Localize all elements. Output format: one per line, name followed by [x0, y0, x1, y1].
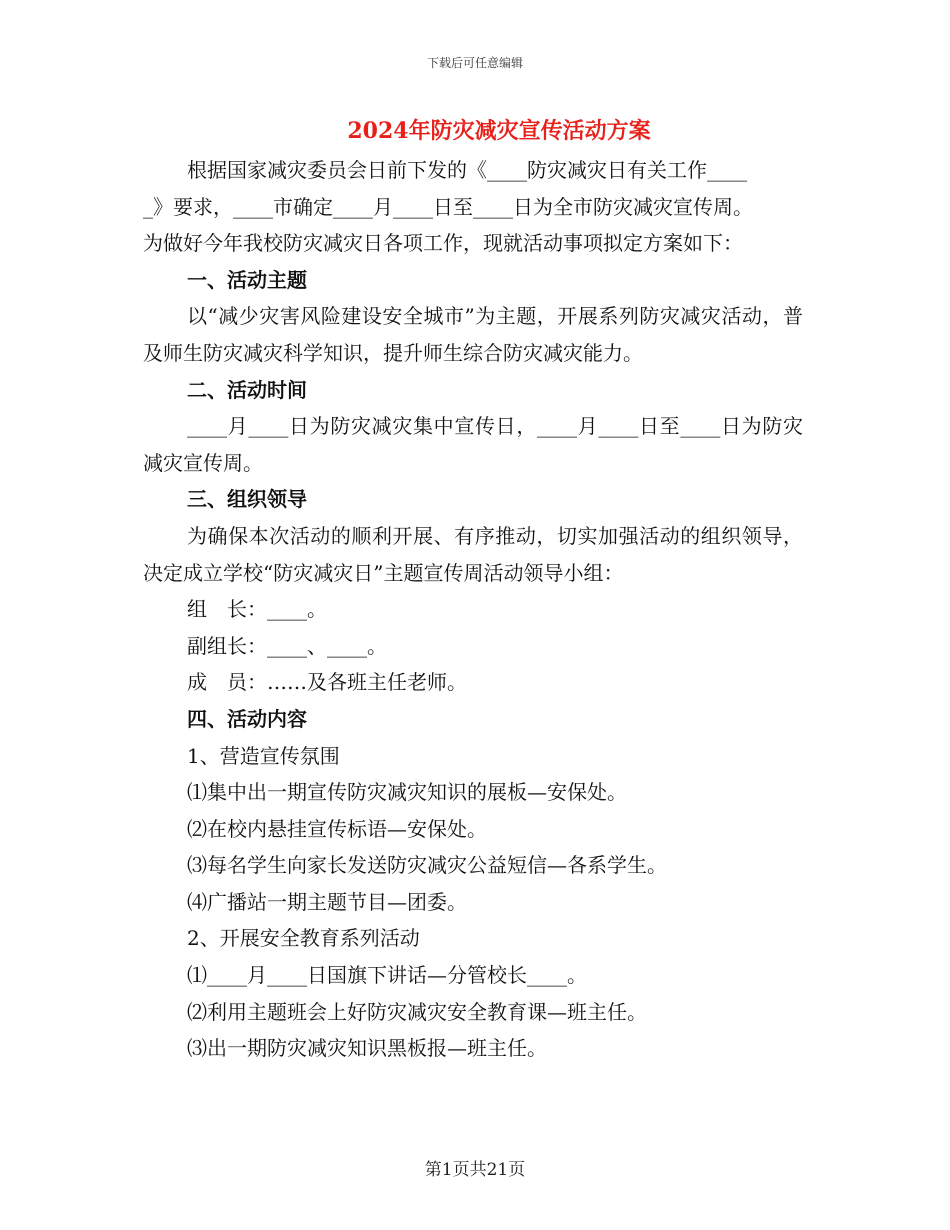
intro-line-3: 为做好今年我校防灾减灾日各项工作，现就活动事项拟定方案如下：	[143, 231, 743, 256]
list-item: ⑴集中出一期宣传防灾减灾知识的展板—安保处。	[187, 780, 627, 805]
subsection-title-education: 2、开展安全教育系列活动	[187, 926, 420, 951]
section-text-theme: 以“减少灾害风险建设安全城市”为主题，开展系列防灾减灾活动，普及师生防灾减灾科学知识，提升师生综合防灾减灾能力。	[143, 304, 803, 365]
page-footer-number: 第1页共21页	[424, 1160, 526, 1180]
leader-line: 组 长：____。	[187, 597, 327, 622]
section-text-time: ____月____日为防灾减灾集中宣传日，____月____日至____日为防灾减灾宣传周。	[143, 414, 803, 475]
list-item: ⑴____月____日国旗下讲话—分管校长____。	[187, 963, 587, 988]
list-item: ⑵利用主题班会上好防灾减灾安全教育课—班主任。	[187, 999, 647, 1024]
section-text-organization: 为确保本次活动的顺利开展、有序推动，切实加强活动的组织领导，决定成立学校“防灾减灾日”主题宣传周活动领导小组：	[143, 523, 803, 585]
list-item: ⑵在校内悬挂宣传标语—安保处。	[187, 816, 487, 841]
intro-line-1: 根据国家减灾委员会日前下发的《____防灾减灾日有关工作____	[187, 158, 747, 182]
vice-leader-line: 副组长：____、____。	[187, 633, 387, 658]
list-item: ⑷广播站一期主题节目—团委。	[187, 889, 467, 914]
list-item: ⑶每名学生向家长发送防灾减灾公益短信—各系学生。	[187, 853, 667, 878]
members-line: 成 员：……及各班主任老师。	[187, 670, 467, 695]
document-body	[143, 152, 803, 1067]
intro-line-2: _》要求，____市确定____月____日至____日为全市防灾减灾宣传周。	[143, 194, 753, 219]
page-header-note: 下载后可任意编辑	[426, 56, 523, 70]
section-heading-time: 二、活动时间	[187, 377, 307, 402]
section-heading-organization: 三、组织领导	[187, 487, 307, 512]
list-item: ⑶出一期防灾减灾知识黑板报—班主任。	[187, 1036, 547, 1061]
section-heading-theme: 一、活动主题	[187, 267, 307, 292]
document-title: 2024年防灾减灾宣传活动方案	[347, 118, 651, 144]
section-heading-content: 四、活动内容	[187, 706, 307, 731]
subsection-title-atmosphere: 1、营造宣传氛围	[187, 743, 340, 768]
